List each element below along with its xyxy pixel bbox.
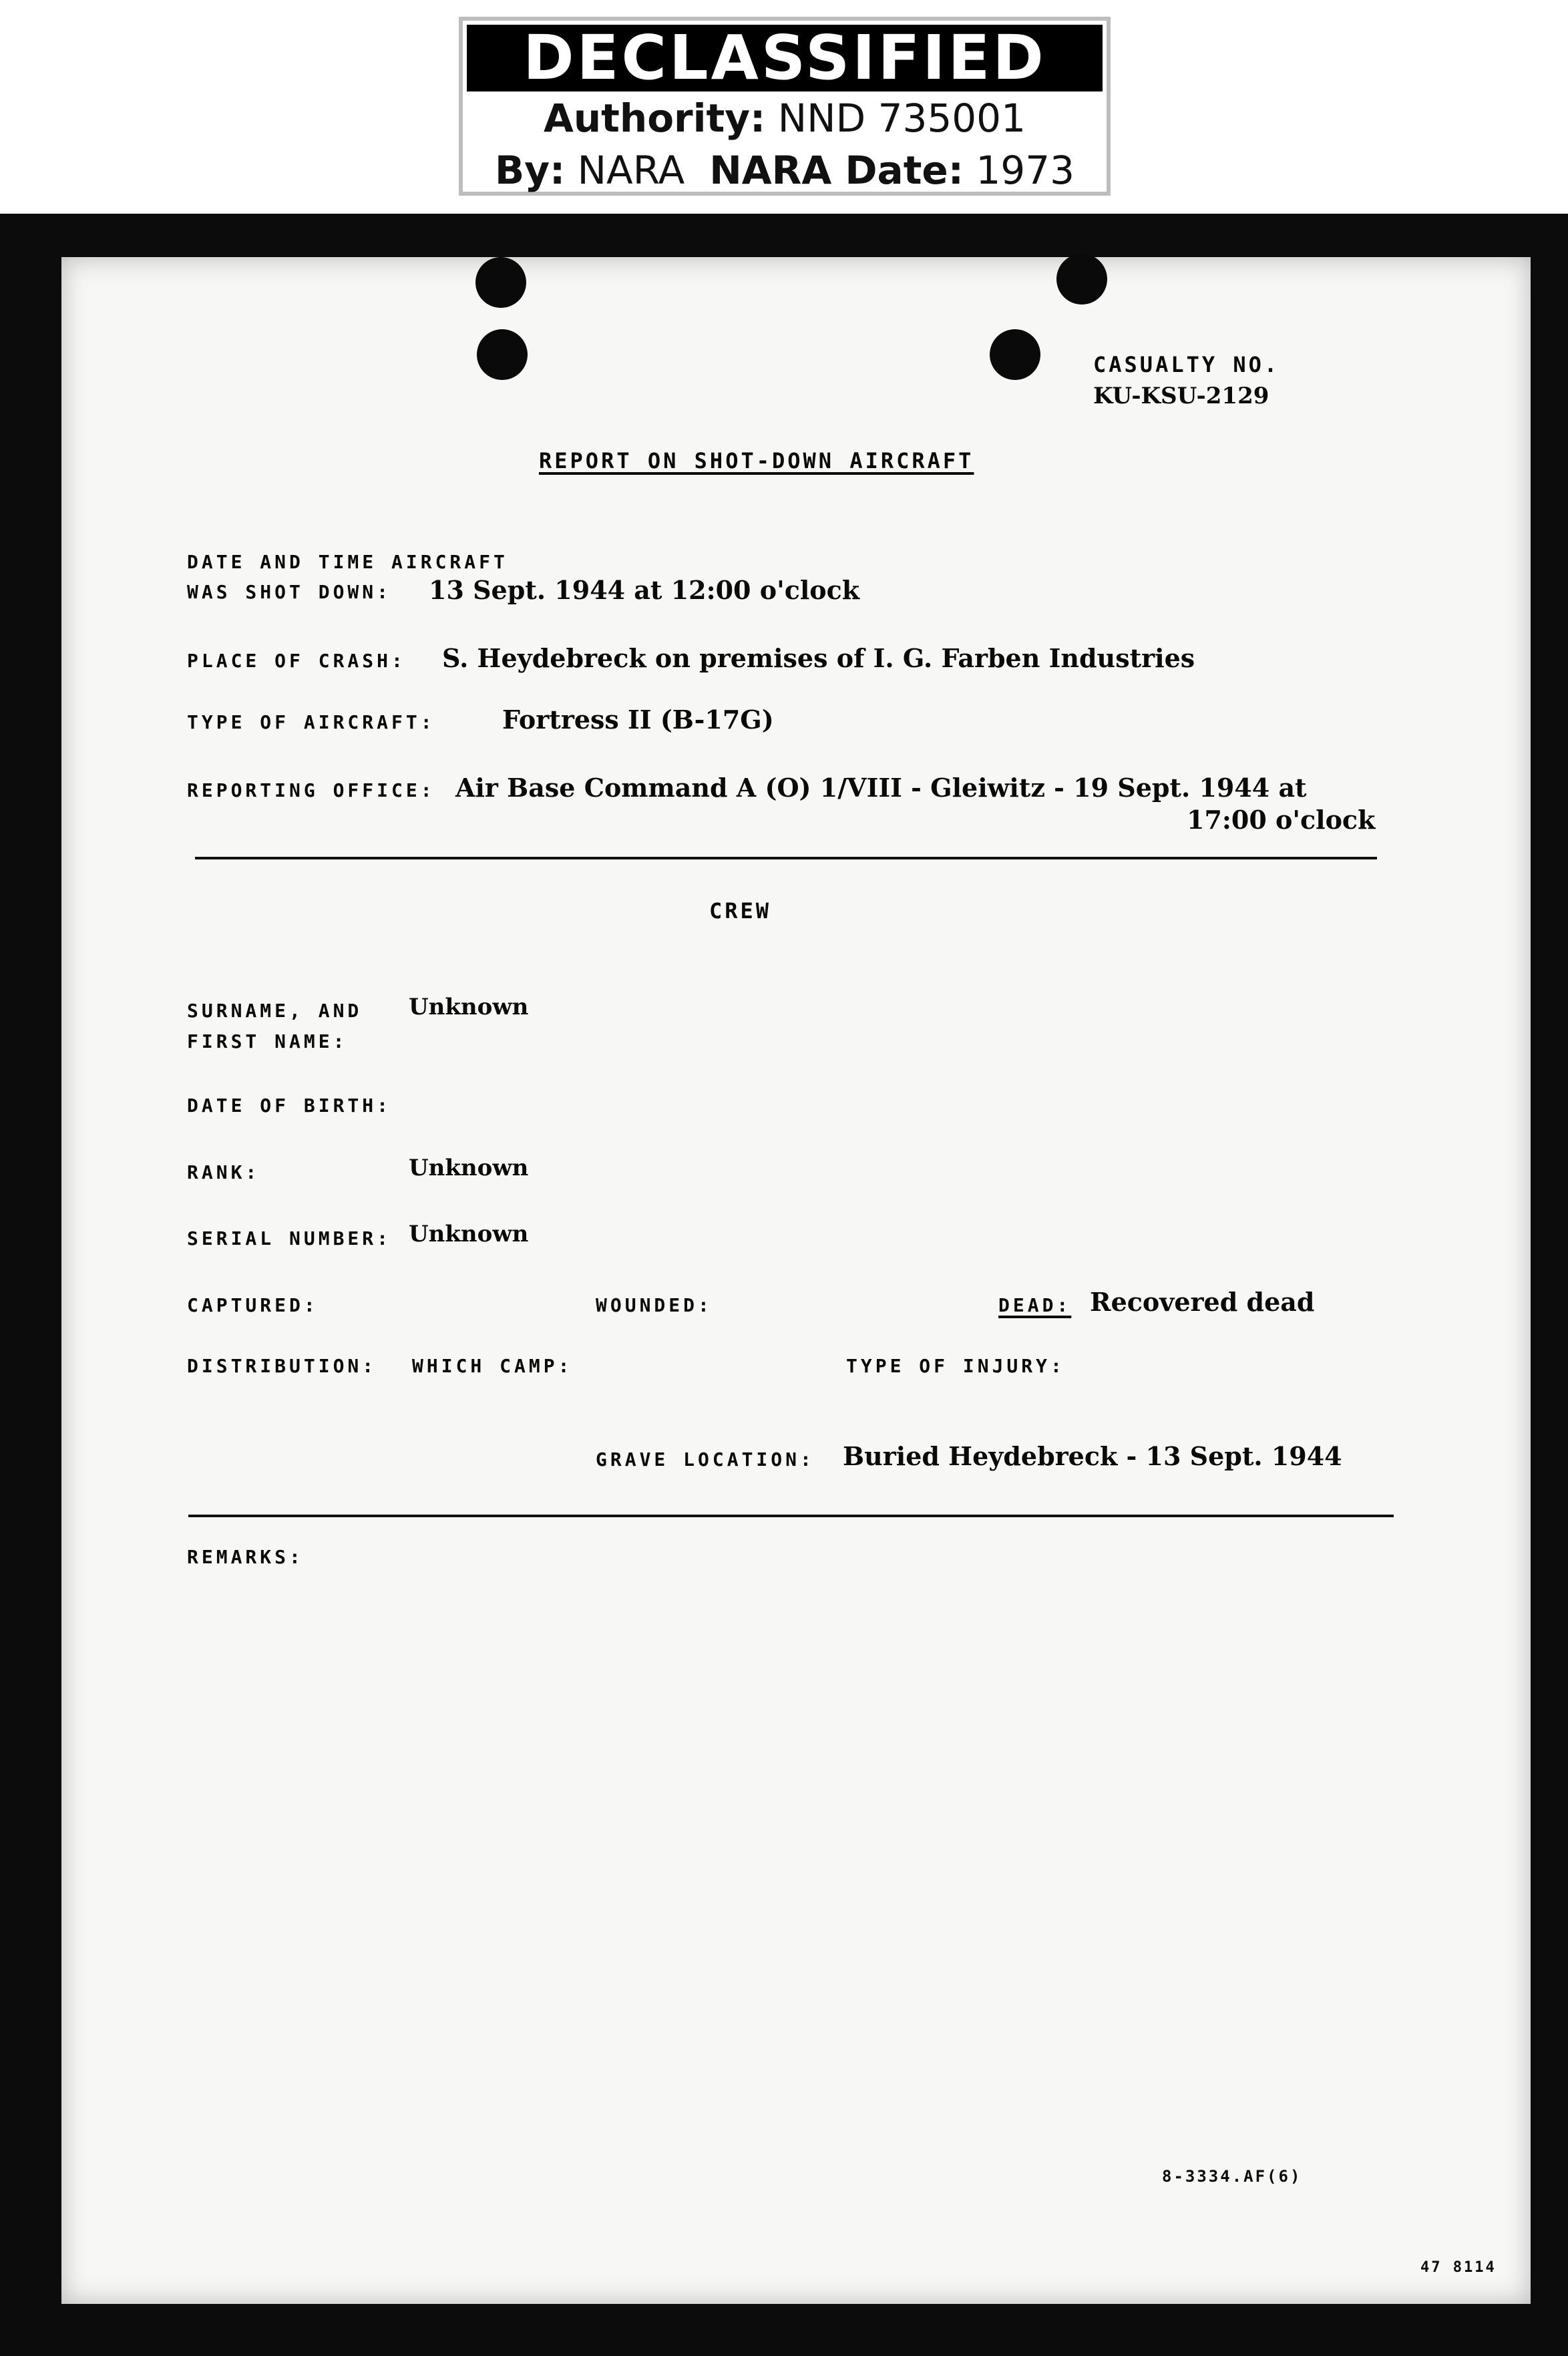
- place-value: S. Heydebreck on premises of I. G. Farben Industries: [442, 643, 1195, 673]
- dead-label: DEAD:: [998, 1294, 1072, 1316]
- stamp-date-value: 1973: [976, 148, 1074, 193]
- punch-hole: [990, 329, 1040, 380]
- stamp-authority-line: [463, 95, 1107, 141]
- punch-hole: [477, 329, 528, 380]
- stamp-date-label: NARA Date:: [709, 148, 964, 193]
- page-code: 47 8114: [1420, 2259, 1497, 2276]
- type-label: TYPE OF AIRCRAFT:: [187, 711, 435, 733]
- surname-value: Unknown: [409, 994, 529, 1020]
- type-value: Fortress II (B-17G): [502, 705, 774, 735]
- dob-label: DATE OF BIRTH:: [187, 1095, 392, 1117]
- date-time-label-2: WAS SHOT DOWN:: [187, 581, 392, 603]
- document-title: REPORT ON SHOT-DOWN AIRCRAFT: [539, 448, 974, 473]
- rank-label: RANK:: [187, 1161, 260, 1183]
- rank-value: Unknown: [409, 1155, 529, 1181]
- serial-label: SERIAL NUMBER:: [187, 1227, 392, 1249]
- punch-hole: [475, 257, 526, 308]
- section-divider: [195, 857, 1377, 859]
- date-time-label-1: DATE AND TIME AIRCRAFT: [187, 551, 508, 573]
- date-time-value: 13 Sept. 1944 at 12:00 o'clock: [429, 575, 860, 605]
- surname-label-2: FIRST NAME:: [187, 1030, 348, 1052]
- dead-value: Recovered dead: [1090, 1287, 1315, 1317]
- section-divider: [188, 1515, 1394, 1517]
- reporting-label: REPORTING OFFICE:: [187, 779, 435, 801]
- distribution-label: DISTRIBUTION:: [187, 1355, 377, 1377]
- camp-label: WHICH CAMP:: [412, 1355, 573, 1377]
- stamp-title: DECLASSIFIED: [467, 25, 1103, 91]
- serial-value: Unknown: [409, 1221, 529, 1247]
- place-label: PLACE OF CRASH:: [187, 650, 406, 672]
- crew-heading: CREW: [709, 898, 772, 924]
- stamp-by-label: By:: [495, 148, 566, 193]
- injury-label: TYPE OF INJURY:: [846, 1355, 1065, 1377]
- reporting-value-2: 17:00 o'clock: [1187, 805, 1376, 835]
- grave-value: Buried Heydebreck - 13 Sept. 1944: [843, 1441, 1342, 1471]
- captured-label: CAPTURED:: [187, 1294, 319, 1316]
- surname-label-1: SURNAME, AND: [187, 1000, 363, 1022]
- form-number: 8-3334.AF(6): [1162, 2167, 1302, 2186]
- declassified-stamp: [459, 17, 1111, 196]
- reporting-value-1: Air Base Command A (O) 1/VIII - Gleiwitz - 19 Sept. 1944 at: [455, 773, 1307, 803]
- stamp-by-value: NARA: [577, 148, 685, 193]
- wounded-label: WOUNDED:: [596, 1294, 713, 1316]
- stamp-authority-label: Authority:: [544, 95, 766, 141]
- grave-label: GRAVE LOCATION:: [596, 1448, 815, 1470]
- casualty-label: CASUALTY NO.: [1093, 352, 1280, 377]
- stamp-authority-value: NND 735001: [777, 95, 1026, 141]
- stamp-by-line: [463, 148, 1107, 193]
- casualty-number: KU-KSU-2129: [1093, 383, 1269, 409]
- document-page: [61, 257, 1531, 2304]
- remarks-label: REMARKS:: [187, 1546, 304, 1568]
- punch-hole: [1056, 254, 1107, 305]
